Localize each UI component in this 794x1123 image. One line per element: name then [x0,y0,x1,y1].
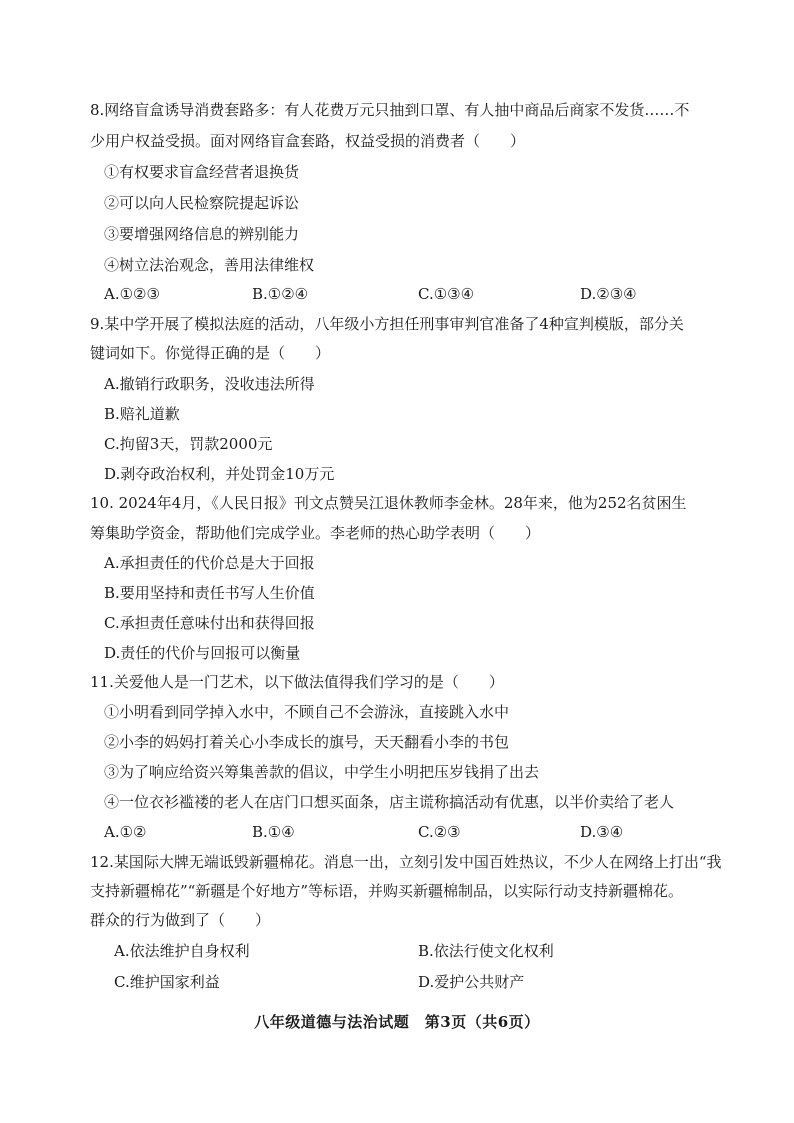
question-9-option-c: C.拘留3天，罚款2000元 [104,435,273,453]
question-11-option-b: B.①④ [252,823,295,841]
question-8-option-d: D.②③④ [580,285,637,303]
question-10-option-b: B.要用坚持和责任书写人生价值 [104,584,315,602]
question-8-option-c: C.①③④ [418,285,475,303]
question-9-option-a: A.撤销行政职务，没收违法所得 [104,375,315,393]
question-12-option-d: D.爱护公共财产 [418,973,525,991]
question-8-option-a: A.①②③ [104,285,160,303]
question-12-option-a: A.依法维护自身权利 [114,942,250,960]
question-11-statement-2: ②小李的妈妈打着关心小李成长的旗号，天天翻看小李的书包 [104,733,510,751]
question-11-option-c: C.②③ [418,823,461,841]
question-11-statement-4: ④一位衣衫褴褛的老人在店门口想买面条，店主谎称搞活动有优惠，以半价卖给了老人 [104,793,675,811]
question-9-option-d: D.剥夺政治权利，并处罚金10万元 [104,465,335,483]
question-12-stem-line1: 12.某国际大牌无端诋毁新疆棉花。消息一出，立刻引发中国百姓热议，不少人在网络上打出“我 [90,853,722,871]
question-10-stem-line2: 筹集助学资金，帮助他们完成学业。李老师的热心助学表明（ ） [90,524,541,542]
page-footer: 八年级道德与法治试题 第3页（共6页） [254,1013,540,1031]
question-10-stem-line1: 10. 2024年4月，《人民日报》刊文点赞吴江退休教师李金林。28年来，他为252名贫困生 [90,494,687,512]
question-10-option-a: A.承担责任的代价总是大于回报 [104,554,315,572]
question-11-stem: 11.关爱他人是一门艺术，以下做法值得我们学习的是（ ） [90,673,504,691]
question-11-option-a: A.①② [104,823,147,841]
question-11-option-d: D.③④ [580,823,624,841]
question-9-stem-line1: 9.某中学开展了模拟法庭的活动，八年级小方担任刑事审判官准备了4种宣判模版，部分关 [90,315,684,333]
question-10-option-d: D.责任的代价与回报可以衡量 [104,644,301,662]
question-9-stem-line2: 键词如下。你觉得正确的是（ ） [90,344,331,362]
question-12-option-c: C.维护国家利益 [114,973,220,991]
question-12-stem-line2: 支持新疆棉花”“新疆是个好地方”等标语，并购买新疆棉制品，以实际行动支持新疆棉花。 [90,882,684,900]
question-8-option-b: B.①②④ [252,285,309,303]
question-12-option-b: B.依法行使文化权利 [418,942,554,960]
question-10-option-c: C.承担责任意味付出和获得回报 [104,614,315,632]
question-9-option-b: B.赔礼道歉 [104,405,180,423]
question-11-statement-3: ③为了响应给资兴筹集善款的倡议，中学生小明把压岁钱捐了出去 [104,763,540,781]
question-8-statement-3: ③要增强网络信息的辨别能力 [104,225,300,243]
question-8-stem-line2: 少用户权益受损。面对网络盲盒套路，权益受损的消费者（ ） [90,132,526,150]
question-8-stem-line1: 8.网络盲盒诱导消费套路多：有人花费万元只抽到口罩、有人抽中商品后商家不发货……不 [90,101,690,119]
question-8-statement-1: ①有权要求盲盒经营者退换货 [104,163,300,181]
question-12-stem-line3: 群众的行为做到了（ ） [90,911,271,929]
question-11-statement-1: ①小明看到同学掉入水中，不顾自己不会游泳，直接跳入水中 [104,703,510,721]
question-8-statement-4: ④树立法治观念，善用法律维权 [104,256,315,274]
question-8-statement-2: ②可以向人民检察院提起诉讼 [104,194,300,212]
